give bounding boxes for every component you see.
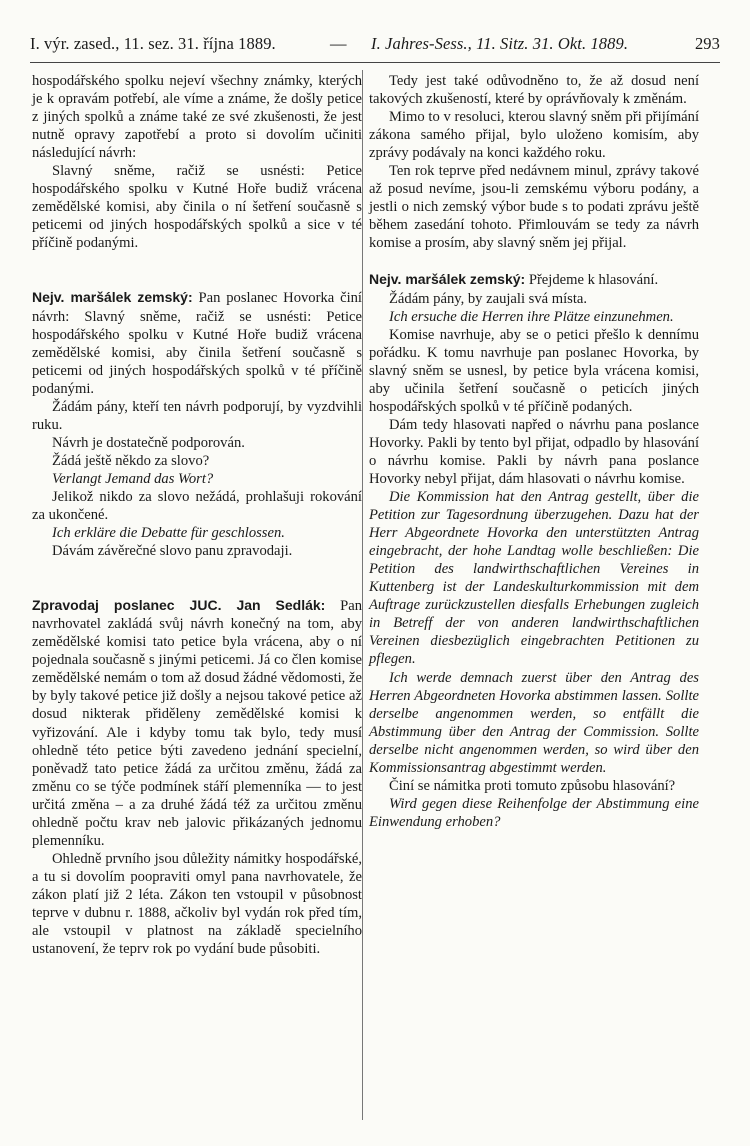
speech-text: Přejdeme k hlasování.	[525, 272, 659, 289]
paragraph: Žádám pány, kteří ten návrh podporují, by vyzdvihli ruku.	[32, 398, 362, 433]
page-header	[30, 34, 720, 64]
paragraph-german: Ich werde demnach zuerst über den Antrag des Herren Abgeordneten Hovorka abstimmen lassen. Sollte derselbe angenommen werden, so entfällt die Abstimmung über den Antrag der Commission. Sollte derselbe nicht angenommen werden, so wird über den Kommissionsantrag abgestimmt werden.	[369, 669, 699, 776]
page-number: 293	[694, 34, 720, 53]
column-divider	[362, 70, 363, 1120]
paragraph-german: Ich erkläre die Debatte für geschlossen.	[52, 525, 285, 542]
speaker-name: Zpravodaj poslanec JUC. Jan Sedlák:	[32, 597, 326, 614]
paragraph: Slavný sněme, račiž se usnésti: Petice hospodářského spolku v Kutné Hoře budiž vrácena zemědělské komisi, aby činila o ní šetření současně s peticemi od jiných hospodářských spolků a sice v té příčině podanými.	[32, 163, 362, 252]
speaker-paragraph	[32, 288, 362, 397]
paragraph: Ohledně prvního jsou důležity námitky hospodářské, a tu si dovolím poopraviti omyl pana navrhovatele, že zákon platí již 2 léta. Zákon ten vstoupil v působnost teprve v dubnu r. 1888, ačkoliv byl vydán rok před tím, ale vstoupil v platnost na základě specielního ustanovení, že teprv rok po vydání bude působiti.	[32, 850, 362, 958]
speaker-name: Nejv. maršálek zemský:	[32, 289, 193, 306]
paragraph: Činí se námitka proti tomuto způsobu hlasování?	[389, 777, 676, 794]
paragraph-german: Wird gegen diese Reihenfolge der Abstimmung eine Einwendung erhoben?	[369, 795, 699, 830]
paragraph: Komise navrhuje, aby se o petici přešlo k dennímu pořádku. K tomu navrhuje pan poslanec Hovorka, by slavný sněm se usnesl, by petice byla vrácena komisi, aby učinila šetření současně o peticích jiných hospodářských spolků v té příčině podaných.	[369, 326, 699, 415]
paragraph: Dám tedy hlasovati napřed o návrhu pana poslance Hovorky. Pakli by tento byl přijat, odpadlo by hlasování o návrhu komise. Pakli by návrh pana poslance Hovorky nebyl přijat, dám hlasovati o návrhu komise.	[369, 416, 699, 487]
speech-text: Pan poslanec Hovorka činí návrh: Slavný sněme, račiž se usnésti: Petice hospodářského spolku v Kutné Hoře budiž vrácena zemědělské komisi, aby činila šetření současně s peticemi od jiných hospodářských spolků v té příčině podanými.	[32, 290, 362, 397]
paragraph: Žádám pány, by zaujali svá místa.	[389, 290, 588, 307]
header-german: I. Jahres-Sess., 11. Sitz. 31. Okt. 1889.	[371, 34, 629, 53]
paragraph: Ten rok teprve před nedávnem minul, zprávy takové až posud nevíme, jsou-li zemskému výboru podány, a jestli o nich zemský výbor bude s to podati zprávu ještě během zasedání tohoto. Přimlouvám se tedy za návrh komise a prosím, aby slavný sněm jej přijal.	[369, 163, 699, 252]
paragraph-german: Ich ersuche die Herren ihre Plätze einzunehmen.	[389, 308, 674, 325]
header-czech: I. výr. zased., 11. sez. 31. října 1889.	[30, 34, 276, 53]
paragraph: Dávám závěrečné slovo panu zpravodaji.	[52, 543, 293, 560]
right-column	[369, 72, 699, 831]
header-rule	[30, 62, 720, 63]
paragraph: hospodářského spolku nejeví všechny známky, kterých je k opravám potřebí, ale víme a známe, že došly petice z jiných spolků a známe také ze své zkušenosti, že jest nutně opravy zapotřebí a proto si dovolím učiniti následující návrh:	[32, 73, 362, 162]
paragraph: Tedy jest také odůvodněno to, že až dosud není takových zkušeností, které by oprávňovaly k změnám.	[369, 73, 699, 108]
paragraph: Návrh je dostatečně podporován.	[52, 434, 245, 451]
speaker-paragraph	[369, 270, 699, 289]
paragraph-german: Die Kommission hat den Antrag gestellt, über die Petition zur Tagesordnung überzugehen. Dazu hat der Herr Abgeordnete Hovorka den unterstützten Antrag eingebracht, der hohe Landtag wolle beschließen: Die Petition des landwirthschaftlichen Vereines in Kuttenberg ist der Landeskulturkommission mit dem Auftrage zurückzustellen diesfalls Erhebungen zugleich in Betreff der von anderen landwirthschaftlichen Vereinen diesbezüglich eingebrachten Petitionen zu pflegen.	[369, 489, 699, 668]
header-dash: —	[330, 34, 347, 53]
paragraph: Žádá ještě někdo za slovo?	[52, 452, 210, 469]
speech-text: Pan navrhovatel zakládá svůj návrh konečný na tom, aby zemědělské komisi tato petice byla vrácena, aby o ní pojednala současně s jinými peticemi. Já co člen komise zemědělské nemám o tom až dosud žádné vědomosti, že by byly takové petice již došly a nejsou takové petice až dosud nikterak přiděleny zemědělské komisi k vyřizování. Ale i kdyby tomu tak bylo, tedy musí ohledně této petice býti zavedeno jednání specielní, poněvadž tato petice žádá za určitou změnu, žádá za změnu co se týče podmínek stáří plemenníka — to jest určitá změna – a za druhé žádá též za určitou změnu ohledně počtu krav neb jalovic přikázaných jednomu plemenníku.	[32, 598, 362, 849]
paragraph: Mimo to v resoluci, kterou slavný sněm při přijímání zákona samého přijal, bylo uloženo komisím, aby zprávy podávaly na konci každého roku.	[369, 109, 699, 162]
speaker-name: Nejv. maršálek zemský:	[369, 271, 526, 288]
paragraph: Jelikož nikdo za slovo nežádá, prohlašuji rokování za ukončené.	[32, 488, 362, 524]
left-column	[32, 72, 362, 958]
speaker-paragraph	[32, 596, 362, 850]
paragraph-german: Verlangt Jemand das Wort?	[52, 470, 214, 487]
